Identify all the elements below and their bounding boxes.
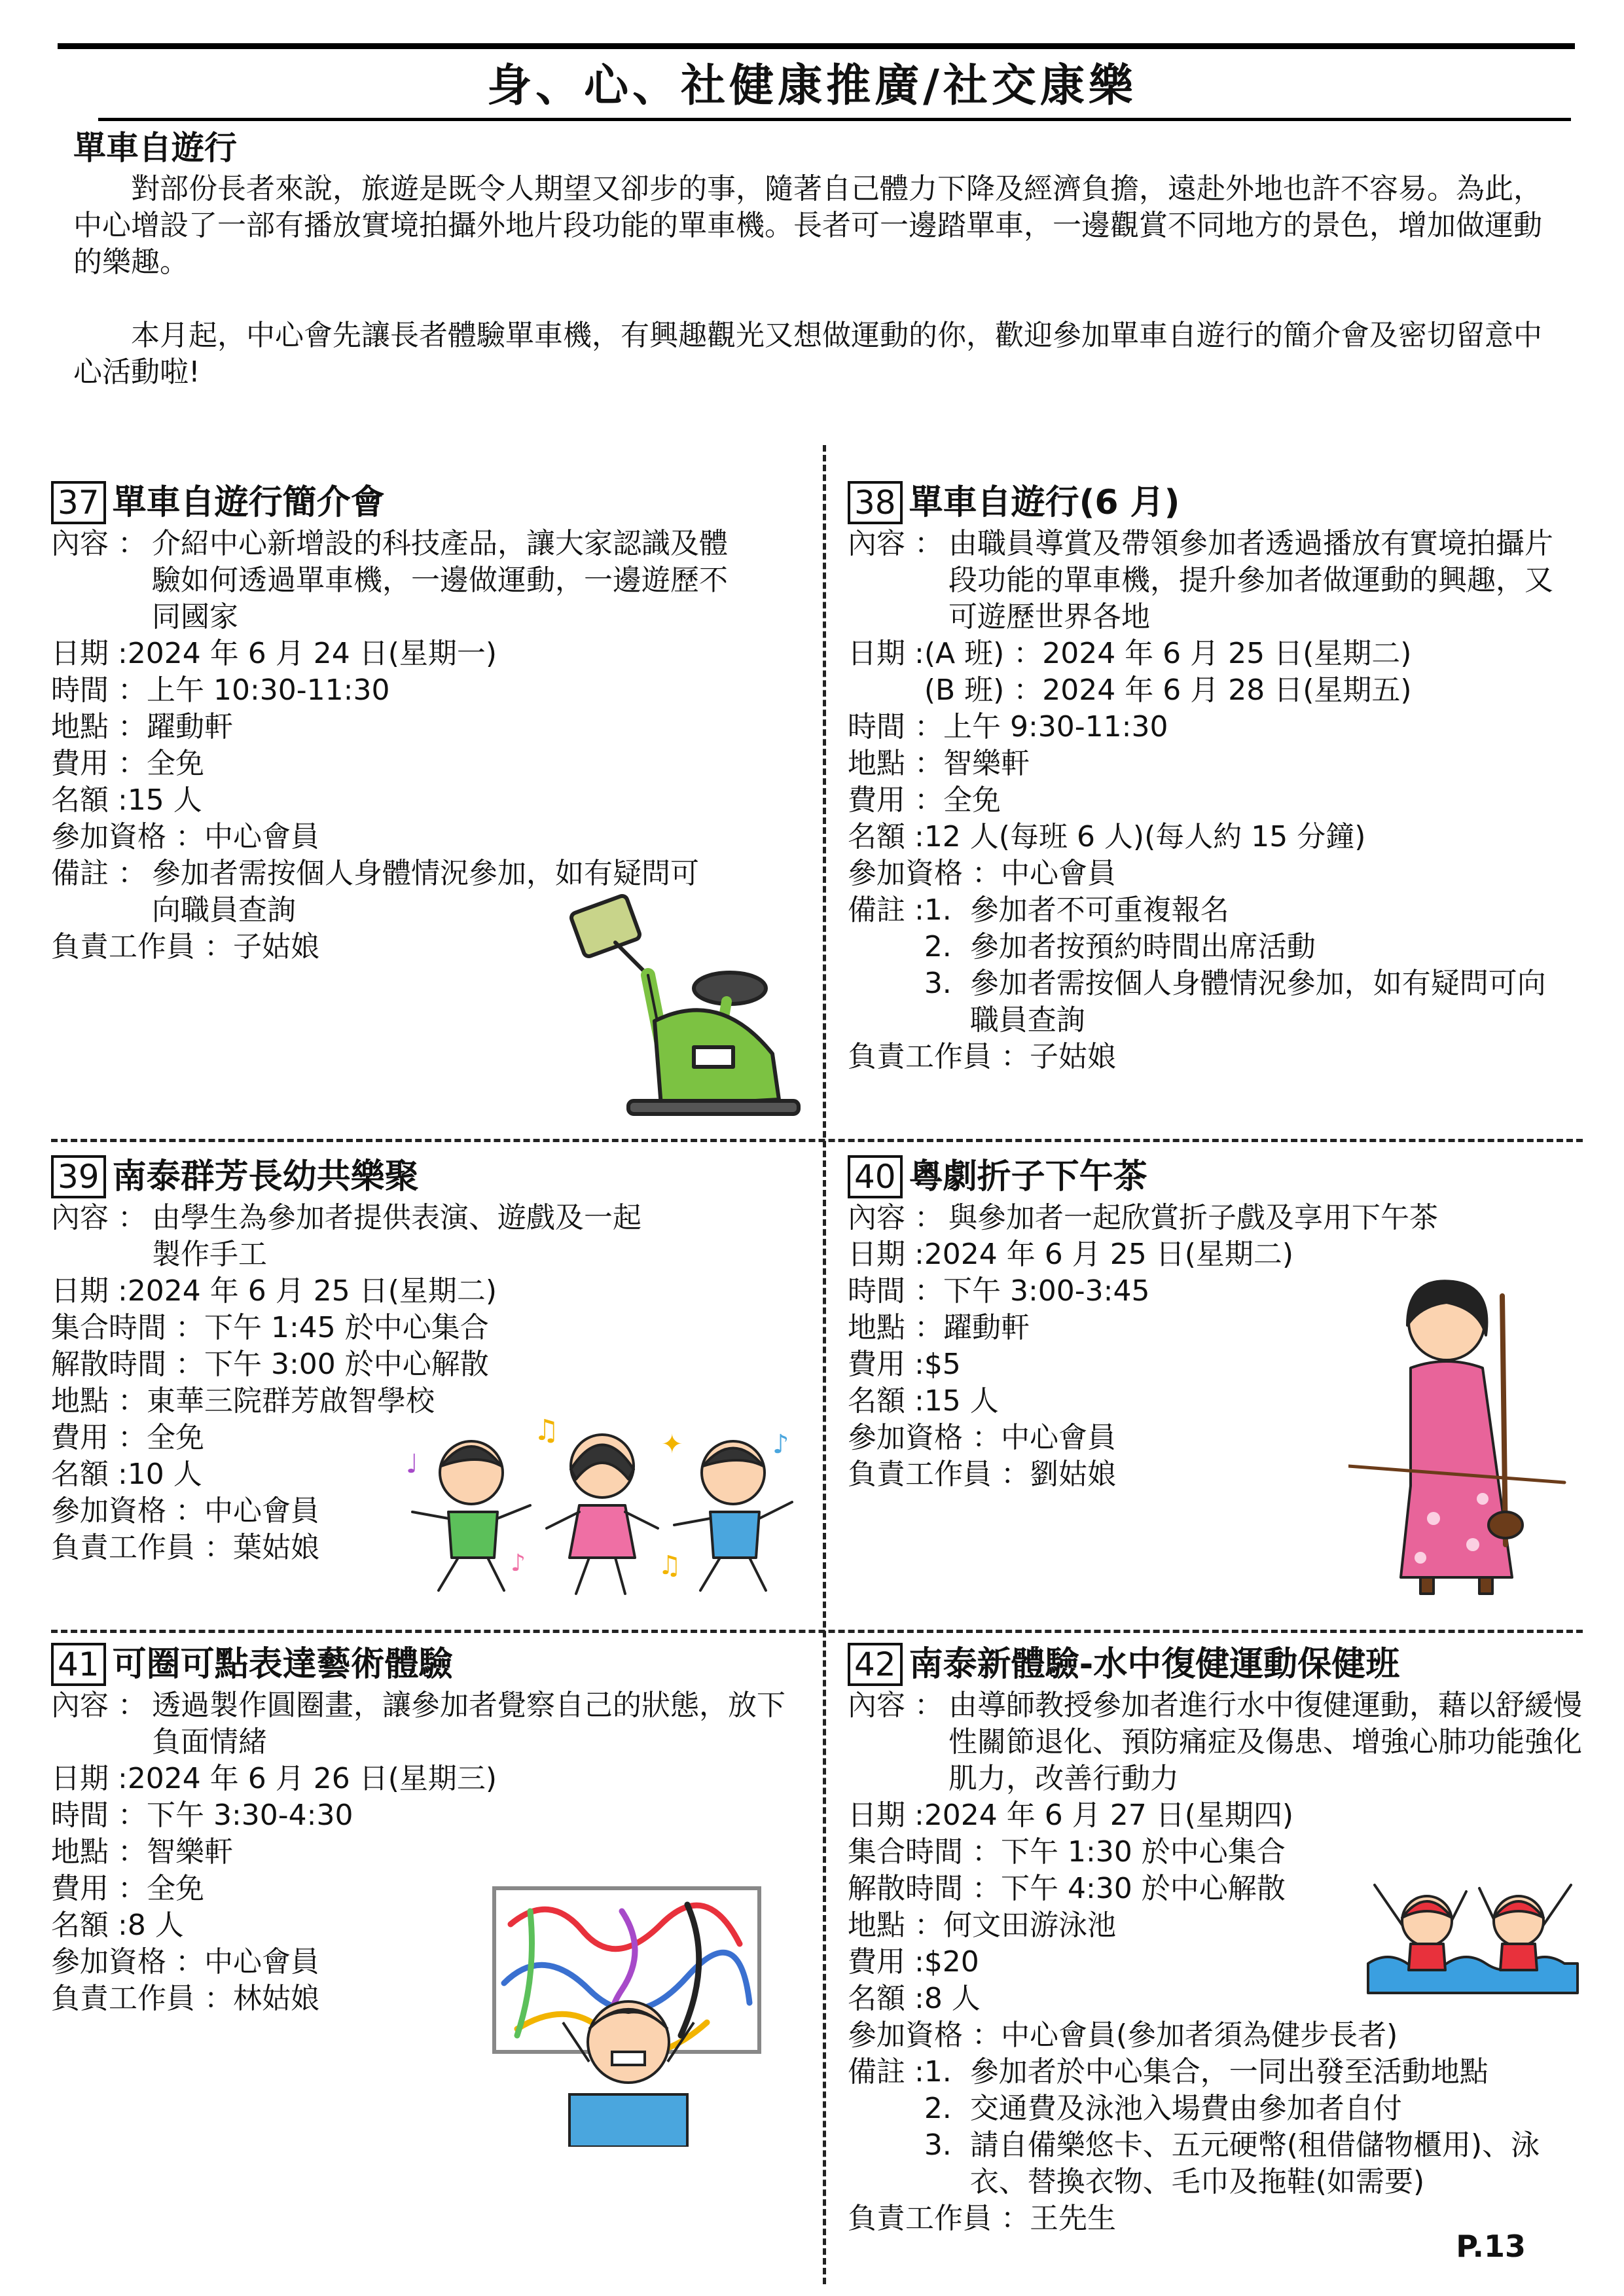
kid-blue xyxy=(674,1441,792,1590)
fee-label: 費用 ： xyxy=(51,1421,147,1454)
date-value: 2024 年 6 月 27 日(星期四) xyxy=(924,1799,1294,1832)
date-label: 日期 : xyxy=(51,637,128,670)
kid-pink xyxy=(547,1435,658,1594)
time-label: 時間 ： xyxy=(848,710,943,744)
venue-value: 東華三院群芳啟智學校 xyxy=(147,1384,435,1418)
time-value: 上午 10:30-11:30 xyxy=(147,673,390,707)
quota-value: 8 人 xyxy=(924,1982,981,2015)
venue-label: 地點 ： xyxy=(848,1311,943,1344)
activity-title: 單車自遊行(6 月) xyxy=(909,483,1180,522)
date-b-value: (B 班) ：2024 年 6 月 28 日(星期五) xyxy=(924,673,1412,707)
content-text: 由導師教授參加者進行水中復健運動，藉以舒緩慢性關節退化、預防痛症及傷患、增強心肺功能強化肌力，改善行動力 xyxy=(948,1689,1582,1795)
staff-value: 子姑娘 xyxy=(233,930,319,963)
venue-label: 地點 ： xyxy=(51,710,147,744)
content-label: 內容 ： xyxy=(51,527,147,560)
venue-value: 智樂軒 xyxy=(147,1835,233,1869)
time-value: 上午 9:30-11:30 xyxy=(943,710,1168,744)
content-label: 內容 ： xyxy=(51,1689,147,1722)
intro-heading: 單車自遊行 xyxy=(73,129,237,167)
content-text: 與參加者一起欣賞折子戲及享用下午茶 xyxy=(948,1201,1438,1234)
dismiss-time-label: 解散時間 ： xyxy=(848,1872,1001,1905)
remark-label: 備註 ： xyxy=(51,857,147,890)
page-title: 身、心、社健康推廣/社交康樂 xyxy=(487,60,1137,112)
venue-value: 智樂軒 xyxy=(943,747,1030,780)
staff-label: 負責工作員 ： xyxy=(848,1458,1030,1491)
venue-label: 地點 ： xyxy=(51,1835,147,1869)
activity-number: 39 xyxy=(51,1155,106,1198)
activity-41-header xyxy=(51,1643,797,1686)
activity-42-header xyxy=(848,1643,1587,1686)
remark-item: 1. 參加者於中心集合，一同出發至活動地點 xyxy=(924,2055,1489,2089)
venue-label: 地點 ： xyxy=(848,1909,943,1942)
date-label: 日期 : xyxy=(51,1762,128,1795)
eligibility-label: 參加資格 ： xyxy=(848,1421,1001,1454)
eligibility-label: 參加資格 ： xyxy=(848,857,1001,890)
date-value: 2024 年 6 月 26 日(星期三) xyxy=(127,1762,497,1795)
swimmer-right xyxy=(1479,1885,1571,1970)
date-value: 2024 年 6 月 25 日(星期二) xyxy=(127,1274,497,1308)
venue-label: 地點 ： xyxy=(848,747,943,780)
staff-value: 葉姑娘 xyxy=(233,1531,319,1564)
activity-number: 38 xyxy=(848,481,903,524)
date-value: 2024 年 6 月 24 日(星期一) xyxy=(127,637,497,670)
svg-text:♫: ♫ xyxy=(658,1551,681,1581)
fee-value: $5 xyxy=(924,1348,961,1381)
activity-number: 40 xyxy=(848,1155,903,1198)
staff-value: 林姑娘 xyxy=(233,1982,319,2015)
exercise-bike-illustration xyxy=(563,890,812,1126)
time-label: 時間 ： xyxy=(51,1799,147,1832)
staff-label: 負責工作員 ： xyxy=(51,930,233,963)
staff-value: 子姑娘 xyxy=(1030,1040,1116,1073)
svg-text:♪: ♪ xyxy=(772,1429,789,1460)
time-value: 下午 3:00-3:45 xyxy=(943,1274,1150,1308)
horizontal-divider-2 xyxy=(51,1630,1583,1633)
eligibility-value: 中心會員 xyxy=(1001,1421,1116,1454)
fee-value: 全免 xyxy=(147,747,204,780)
content-label: 內容 ： xyxy=(51,1201,147,1234)
eligibility-label: 參加資格 ： xyxy=(51,820,204,853)
dismiss-time-value: 下午 4:30 於中心解散 xyxy=(1001,1872,1286,1905)
fee-value: 全免 xyxy=(147,1872,204,1905)
date-a-value: (A 班) ：2024 年 6 月 25 日(星期二) xyxy=(924,637,1412,670)
quota-label: 名額 : xyxy=(51,1458,128,1491)
dismiss-time-value: 下午 3:00 於中心解散 xyxy=(204,1348,489,1381)
fee-label: 費用 ： xyxy=(51,1872,147,1905)
remark-label: 備註 : xyxy=(848,893,924,927)
gather-time-label: 集合時間 ： xyxy=(51,1311,204,1344)
activity-40-header xyxy=(848,1155,1587,1198)
eligibility-value: 中心會員 xyxy=(204,820,319,853)
fee-value: $20 xyxy=(924,1945,979,1979)
time-value: 下午 3:30-4:30 xyxy=(147,1799,353,1832)
eligibility-label: 參加資格 ： xyxy=(51,1494,204,1528)
gather-time-label: 集合時間 ： xyxy=(848,1835,1001,1869)
top-rule xyxy=(58,43,1575,49)
date-label: 日期 : xyxy=(848,1799,924,1832)
eligibility-label: 參加資格 ： xyxy=(848,2018,1001,2052)
content-text: 由學生為參加者提供表演、遊戲及一起製作手工 xyxy=(152,1201,641,1271)
quota-label: 名額 : xyxy=(51,1909,128,1942)
eligibility-value: 中心會員 xyxy=(204,1494,319,1528)
scribble-art-illustration xyxy=(491,1885,766,2147)
venue-value: 何文田游泳池 xyxy=(943,1909,1116,1942)
vertical-divider xyxy=(823,445,826,2284)
dancing-kids-illustration xyxy=(399,1414,805,1610)
eligibility-value: 中心會員 xyxy=(204,1945,319,1979)
intro-section xyxy=(73,128,1553,391)
venue-value: 躍動軒 xyxy=(147,710,233,744)
date-label: 日期 : xyxy=(848,637,924,670)
quota-value: 10 人 xyxy=(127,1458,202,1491)
activity-38 xyxy=(848,481,1587,1075)
eligibility-label: 參加資格 ： xyxy=(51,1945,204,1979)
page-number: P.13 xyxy=(1456,2229,1526,2264)
remark-item: 3. 參加者需按個人身體情況參加，如有疑問可向職員查詢 xyxy=(924,967,1546,1037)
quota-label: 名額 : xyxy=(848,1982,924,2015)
activity-title: 南泰新體驗-水中復健運動保健班 xyxy=(909,1645,1400,1684)
staff-value: 劉姑娘 xyxy=(1030,1458,1116,1491)
erhu-player-illustration xyxy=(1348,1270,1571,1597)
fee-value: 全免 xyxy=(943,783,1001,817)
content-text: 介紹中心新增設的科技產品，讓大家認識及體驗如何透過單車機，一邊做運動，一邊遊歷不同國家 xyxy=(152,527,728,634)
staff-label: 負責工作員 ： xyxy=(848,1040,1030,1073)
time-label: 時間 ： xyxy=(848,1274,943,1308)
content-label: 內容 ： xyxy=(848,1689,943,1722)
venue-label: 地點 ： xyxy=(51,1384,147,1418)
quota-value: 15 人 xyxy=(127,783,202,817)
quota-label: 名額 : xyxy=(848,820,924,853)
quota-value: 12 人(每班 6 人)(每人約 15 分鐘) xyxy=(924,820,1366,853)
staff-label: 負責工作員 ： xyxy=(848,2202,1030,2235)
title-underline xyxy=(98,118,1571,121)
activity-title: 南泰群芳長幼共樂聚 xyxy=(112,1157,419,1196)
quota-value: 15 人 xyxy=(924,1384,999,1418)
fee-label: 費用 ： xyxy=(51,747,147,780)
gather-time-value: 下午 1:30 於中心集合 xyxy=(1001,1835,1286,1869)
remark-item: 2. 交通費及泳池入場費由參加者自付 xyxy=(924,2092,1402,2125)
dismiss-time-label: 解散時間 ： xyxy=(51,1348,204,1381)
venue-value: 躍動軒 xyxy=(943,1311,1030,1344)
activity-number: 41 xyxy=(51,1643,106,1686)
svg-text:♩: ♩ xyxy=(406,1449,418,1479)
quota-label: 名額 : xyxy=(51,783,128,817)
quota-label: 名額 : xyxy=(848,1384,924,1418)
content-text: 透過製作圓圈畫，讓參加者覺察自己的狀態，放下負面情緒 xyxy=(152,1689,785,1759)
remark-label: 備註 : xyxy=(848,2055,924,2089)
activity-37-header xyxy=(51,481,797,524)
quota-value: 8 人 xyxy=(127,1909,184,1942)
activity-39-header xyxy=(51,1155,797,1198)
intro-paragraph-2: 本月起，中心會先讓長者體驗單車機，有興趣觀光又想做運動的你，歡迎參加單車自遊行的簡介會及密切留意中心活動啦! xyxy=(73,319,1542,389)
eligibility-value: 中心會員 xyxy=(1001,857,1116,890)
swimmers-illustration xyxy=(1362,1865,1584,1996)
date-label: 日期 : xyxy=(51,1274,128,1308)
svg-text:♪: ♪ xyxy=(511,1550,526,1577)
remark-list xyxy=(924,892,1587,1039)
time-label: 時間 ： xyxy=(51,673,147,707)
activity-number: 42 xyxy=(848,1643,903,1686)
remark-item: 2. 參加者按預約時間出席活動 xyxy=(924,930,1316,963)
fee-label: 費用 ： xyxy=(848,783,943,817)
intro-paragraph-1: 對部份長者來說，旅遊是既令人期望又卻步的事，隨著自己體力下降及經濟負擔，遠赴外地也許不容易。為此，中心增設了一部有播放實境拍攝外地片段功能的單車機。長者可一邊踏單車，一邊觀賞不同地方的景色，增加做運動的樂趣。 xyxy=(73,172,1542,279)
eligibility-value: 中心會員(參加者須為健步長者) xyxy=(1001,2018,1398,2052)
gather-time-value: 下午 1:45 於中心集合 xyxy=(204,1311,489,1344)
content-text: 由職員導賞及帶領參加者透過播放有實境拍攝片段功能的單車機，提升參加者做運動的興趣，又可遊歷世界各地 xyxy=(948,527,1553,634)
activity-title: 單車自遊行簡介會 xyxy=(112,483,385,522)
activity-title: 可圈可點表達藝術體驗 xyxy=(112,1645,453,1684)
remark-item: 1. 參加者不可重複報名 xyxy=(924,893,1229,927)
horizontal-divider-1 xyxy=(51,1139,1583,1142)
fee-label: 費用 : xyxy=(848,1348,924,1381)
staff-value: 王先生 xyxy=(1030,2202,1116,2235)
activity-38-header xyxy=(848,481,1587,524)
activity-title: 粵劇折子下午茶 xyxy=(909,1157,1147,1196)
fee-label: 費用 : xyxy=(848,1945,924,1979)
staff-label: 負責工作員 ： xyxy=(51,1531,233,1564)
date-value: 2024 年 6 月 25 日(星期二) xyxy=(924,1238,1294,1271)
svg-text:✦: ✦ xyxy=(661,1429,683,1460)
staff-label: 負責工作員 ： xyxy=(51,1982,233,2015)
activity-number: 37 xyxy=(51,481,106,524)
date-label: 日期 : xyxy=(848,1238,924,1271)
content-label: 內容 ： xyxy=(848,527,943,560)
content-label: 內容 ： xyxy=(848,1201,943,1234)
svg-text:♫: ♫ xyxy=(533,1414,560,1447)
fee-value: 全免 xyxy=(147,1421,204,1454)
remark-list xyxy=(924,2054,1587,2200)
remark-item: 3. 請自備樂悠卡、五元硬幣(租借儲物櫃用)、泳衣、替換衣物、毛巾及拖鞋(如需要) xyxy=(924,2128,1540,2198)
remark-text: 參加者需按個人身體情況參加，如有疑問可向職員查詢 xyxy=(152,857,699,927)
